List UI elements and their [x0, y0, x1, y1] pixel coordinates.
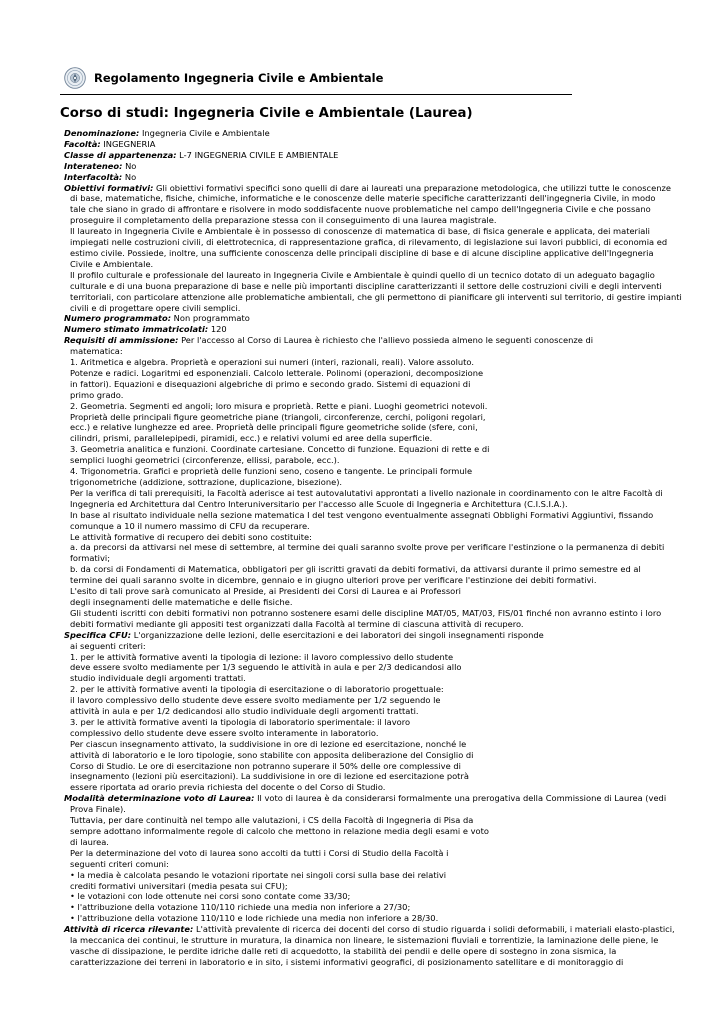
field-label: Requisiti di ammissione: — [64, 335, 179, 346]
text-line: 3. per le attività formative aventi la tipologia di laboratorio sperimentale: il lavoro — [70, 716, 411, 727]
text-line: L'esito di tali prove sarà comunicato al Preside, ai Presidenti dei Corsi di Laurea e ai Professori — [70, 586, 461, 597]
text-line: degli insegnamenti delle matematiche e delle fisiche. — [70, 596, 293, 607]
text-line: Tuttavia, per dare continuità nel tempo alle valutazioni, i CS della Facoltà di Ingegneria di Pisa da — [70, 815, 474, 826]
field-interateneo — [64, 161, 684, 172]
text-line: b. da corsi di Fondamenti di Matematica, obbligatori per gli iscritti gravati da debiti formativi, da attivarsi durante il primo semestre ed al — [70, 564, 641, 575]
field-label: Modalità determinazione voto di Laurea: — [64, 793, 255, 804]
text-line: proseguire il completamento della preparazione stessa con il conseguimento di una laurea magistrale. — [70, 215, 497, 226]
text-line: la meccanica dei continui, le strutture in muratura, la dinamica non lineare, le sistemazioni fluviali e torrentizie, la laminazione delle piene, le — [70, 935, 659, 946]
field-value: INGEGNERIA — [100, 138, 156, 149]
text-line: Il profilo culturale e professionale del laureato in Ingegneria Civile e Ambientale è quindi quello di un tecnico dotato di un adeguato bagaglio — [70, 269, 655, 280]
text-line: 4. Trigonometria. Grafici e proprietà delle funzioni seno, coseno e tangente. Le principali formule — [70, 466, 473, 477]
text-line: Gli studenti iscritti con debiti formativi non potranno sostenere esami delle discipline MAT/05, MAT/03, FIS/01 finché non avranno estinto i loro — [70, 607, 662, 618]
field-classe — [64, 150, 684, 161]
text-line: Prova Finale). — [70, 804, 126, 815]
field-value: L'organizzazione delle lezioni, delle esercitazioni e dei laboratori dei singoli insegnamenti risponde — [131, 629, 544, 640]
field-lines — [70, 935, 684, 968]
text-line: cilindri, prismi, parallelepipedi, piramidi, ecc.) e relativi volumi ed aree della superficie. — [70, 433, 433, 444]
text-line: Per la determinazione del voto di laurea sono accolti da tutti i Corsi di Studio della Facoltà i — [70, 847, 449, 858]
text-line: • le votazioni con lode ottenute nei corsi sono contate come 33/30; — [70, 891, 351, 902]
text-line: a. da precorsi da attivarsi nel mese di settembre, al termine dei quali saranno svolte prove per verificare l'estinzione o la permanenza di debiti — [70, 542, 665, 553]
text-line: crediti formativi universitari (media pesata sui CFU); — [70, 880, 288, 891]
text-line: impiegati nelle costruzioni civili, di elettrotecnica, di rappresentazione grafica, di rilevamento, di legislazione sui lavori pubblici, di economia ed — [70, 237, 668, 248]
text-line: complessivo dello studente deve essere svolto interamente in laboratorio. — [70, 727, 379, 738]
field-lines — [70, 804, 684, 924]
field-voto-laurea — [64, 793, 684, 924]
text-line: tale che siano in grado di affrontare e risolvere in modo soddisfacente nuove problematiche nel campo dell'Ingegneria Civile e che possano — [70, 204, 651, 215]
text-line: seguenti criteri comuni: — [70, 858, 169, 869]
field-label: Denominazione: — [64, 128, 140, 138]
text-line: Le attività formative di recupero dei debiti sono costituite: — [70, 531, 312, 542]
field-value: No — [122, 171, 137, 182]
text-line: ecc.) e relative lunghezze ed aree. Proprietà delle principali figure geometriche solide (sfere, coni, — [70, 422, 478, 433]
field-numero-programmato — [64, 313, 684, 324]
text-line: di base, matematiche, fisiche, chimiche, informatiche e le conoscenze delle materie specifiche caratterizzanti dell'ingegneria Civile, in modo — [70, 193, 656, 204]
text-line: il lavoro complessivo dello studente deve essere svolto mediamente per 1/2 seguendo le — [70, 695, 441, 706]
text-line: 2. per le attività formative aventi la tipologia di esercitazione o di laboratorio progettuale: — [70, 684, 444, 695]
text-line: 1. Aritmetica e algebra. Proprietà e operazioni sui numeri (interi, razionali, reali). Valore assoluto. — [70, 357, 474, 368]
field-lines — [70, 346, 684, 630]
field-specifica-cfu — [64, 630, 684, 794]
text-line: deve essere svolto mediamente per 1/3 seguendo le attività in aula e per 2/3 dedicandosi allo — [70, 662, 462, 673]
field-value: Per l'accesso al Corso di Laurea è richiesto che l'allievo possieda almeno le seguenti conoscenze di — [178, 335, 594, 346]
text-line: estimo civile. Possiede, inoltre, una sufficiente conoscenza delle principali discipline di base e di alcune discipline applicative dell'Ingegneria — [70, 247, 654, 258]
field-first-line — [64, 335, 684, 346]
text-line: termine dei quali saranno svolte in dicembre, gennaio e in giugno ulteriori prove per verificare l'estinzione dei debiti formativi. — [70, 575, 597, 586]
field-value: Ingegneria Civile e Ambientale — [139, 128, 270, 138]
text-line: di laurea. — [70, 836, 109, 847]
text-line: matematica: — [70, 346, 123, 357]
field-value: 120 — [208, 324, 227, 335]
text-line: Per la verifica di tali prerequisiti, la Facoltà aderisce ai test autovalutativi approntati a livello nazionale in coordinamento con le altre Facoltà di — [70, 487, 663, 498]
text-line: primo grado. — [70, 389, 124, 400]
field-label: Classe di appartenenza: — [64, 149, 177, 160]
text-line: attività di laboratorio e le loro tipologie, sono stabilite con apposita deliberazione del Consiglio di — [70, 749, 474, 760]
field-value: L'attività prevalente di ricerca dei docenti del corso di studio riguarda i solidi deformabili, i materiali elasto-plastici, — [193, 924, 675, 935]
text-line: studio individuale degli argomenti trattati. — [70, 673, 246, 684]
text-line: territoriali, con particolare attenzione alle problematiche ambientali, che gli permettono di pianificare gli interventi sul territorio, di gestire impianti — [70, 291, 682, 302]
text-line: formativi; — [70, 553, 110, 564]
text-line: vasche di dissipazione, le perdite idriche dalle reti di acquedotto, la stabilità dei pendii e delle opere di sostegno in zona sismica, la — [70, 945, 617, 956]
text-line: comunque a 10 il numero massimo di CFU da recuperare. — [70, 520, 310, 531]
field-denominazione — [64, 128, 684, 139]
field-first-line — [64, 629, 684, 641]
text-line: 1. per le attività formative aventi la tipologia di lezione: il lavoro complessivo dello studente — [70, 651, 454, 662]
text-line: sempre adottano informalmente regole di calcolo che mettono in relazione media degli esami e voto — [70, 826, 489, 836]
field-lines — [70, 641, 684, 794]
text-line: insegnamento (lezioni più esercitazioni). La suddivisione in ore di lezione ed esercitazione potrà — [70, 771, 469, 782]
text-line: Ingegneria ed Architettura dal Centro Interuniversitario per l'accesso alle Scuole di Ingegneria e Architettura (C.I.S.I.A.). — [70, 498, 568, 509]
text-line: 2. Geometria. Segmenti ed angoli; loro misura e proprietà. Rette e piani. Luoghi geometrici notevoli. — [70, 400, 488, 411]
field-first-line — [64, 924, 684, 935]
field-label: Interateneo: — [64, 160, 123, 171]
field-label: Interfacoltà: — [64, 171, 123, 182]
university-seal-icon — [64, 67, 86, 89]
field-label: Numero stimato immatricolati: — [64, 324, 209, 335]
text-line: 3. Geometria analitica e funzioni. Coordinate cartesiane. Concetto di funzione. Equazioni di rette e di — [70, 444, 490, 455]
field-first-line — [64, 793, 684, 804]
field-facolta — [64, 139, 684, 150]
regulation-body — [64, 128, 684, 968]
field-value: Non programmato — [171, 313, 250, 324]
field-interfacolta — [64, 172, 684, 183]
header-title: Regolamento Ingegneria Civile e Ambientale — [94, 71, 384, 85]
text-line: Civile e Ambientale. — [70, 258, 154, 269]
field-value: L-7 INGEGNERIA CIVILE E AMBIENTALE — [176, 149, 339, 160]
text-line: culturale e di una buona preparazione di base e nelle più importanti discipline caratterizzanti il settore delle costruzioni civili e degli interventi — [70, 280, 662, 291]
field-first-line — [64, 182, 684, 194]
text-line: essere riportata ad orario previa richiesta del docente o del Corso di Studio. — [70, 782, 386, 793]
text-line: debiti formativi mediante gli appositi test organizzati dalla Facoltà al termine di ciascuna attività di recupero. — [70, 618, 524, 629]
field-value: Gli obiettivi formativi specifici sono quelli di dare ai laureati una preparazione metodologica, che utilizzi tutte le conoscenze — [153, 182, 671, 193]
text-line: semplici luoghi geometrici (circonferenze, ellissi, parabole, ecc.). — [70, 455, 340, 466]
text-line: Proprietà delle principali figure geometriche piane (triangoli, circonferenze, cerchi, poligoni regolari, — [70, 411, 486, 422]
text-line: in fattori). Equazioni e disequazioni algebriche di primo e secondo grado. Sistemi di equazioni di — [70, 378, 471, 389]
text-line: Il laureato in Ingegneria Civile e Ambientale è in possesso di conoscenze di matematica di base, di fisica generale e applicata, dei materiali — [70, 226, 650, 237]
text-line: attività in aula e per 1/2 dedicandosi allo studio individuale degli argomenti trattati. — [70, 706, 419, 717]
page-header — [60, 64, 572, 95]
field-label: Specifica CFU: — [64, 629, 132, 640]
text-line: caratterizzazione dei terreni in laboratorio e in sito, i sistemi informativi geografici, di posizionamento satellitare e di monitoraggio di — [70, 956, 624, 967]
field-value: No — [122, 160, 137, 171]
field-label: Facoltà: — [64, 138, 101, 149]
text-line: ai seguenti criteri: — [70, 640, 146, 651]
field-ricerca — [64, 924, 684, 968]
text-line: civili e di progettare opere civili semplici. — [70, 302, 241, 313]
field-value: Il voto di laurea è da considerarsi formalmente una prerogativa della Commissione di Laurea (vedi — [254, 793, 667, 804]
text-line: Corso di Studio. Le ore di esercitazione non potranno superare il 50% delle ore complessive di — [70, 760, 461, 771]
field-numero-stimato — [64, 324, 684, 335]
text-line: In base al risultato individuale nella sezione matematica I del test vengono eventualmente assegnati Obblighi Formativi Aggiuntivi, fissando — [70, 509, 654, 520]
field-label: Numero programmato: — [64, 313, 172, 324]
text-line: • l'attribuzione della votazione 110/110 richiede una media non inferiore a 27/30; — [70, 902, 411, 913]
field-lines — [70, 193, 684, 313]
text-line: • l'attribuzione della votazione 110/110 e lode richiede una media non inferiore a 28/30. — [70, 913, 439, 924]
field-label: Obiettivi formativi: — [64, 182, 154, 193]
text-line: Potenze e radici. Logaritmi ed esponenziali. Calcolo letterale. Polinomi (operazioni, decomposizione — [70, 367, 484, 378]
page-title: Corso di studi: Ingegneria Civile e Ambientale (Laurea) — [60, 106, 473, 121]
text-line: • la media è calcolata pesando le votazioni riportate nei singoli corsi sulla base dei relativi — [70, 869, 447, 880]
field-obiettivi — [64, 183, 684, 314]
text-line: Per ciascun insegnamento attivato, la suddivisione in ore di lezione ed esercitazione, nonché le — [70, 738, 467, 749]
field-label: Attività di ricerca rilevante: — [64, 924, 194, 935]
field-requisiti — [64, 335, 684, 629]
text-line: trigonometriche (addizione, sottrazione, duplicazione, bisezione). — [70, 477, 343, 487]
